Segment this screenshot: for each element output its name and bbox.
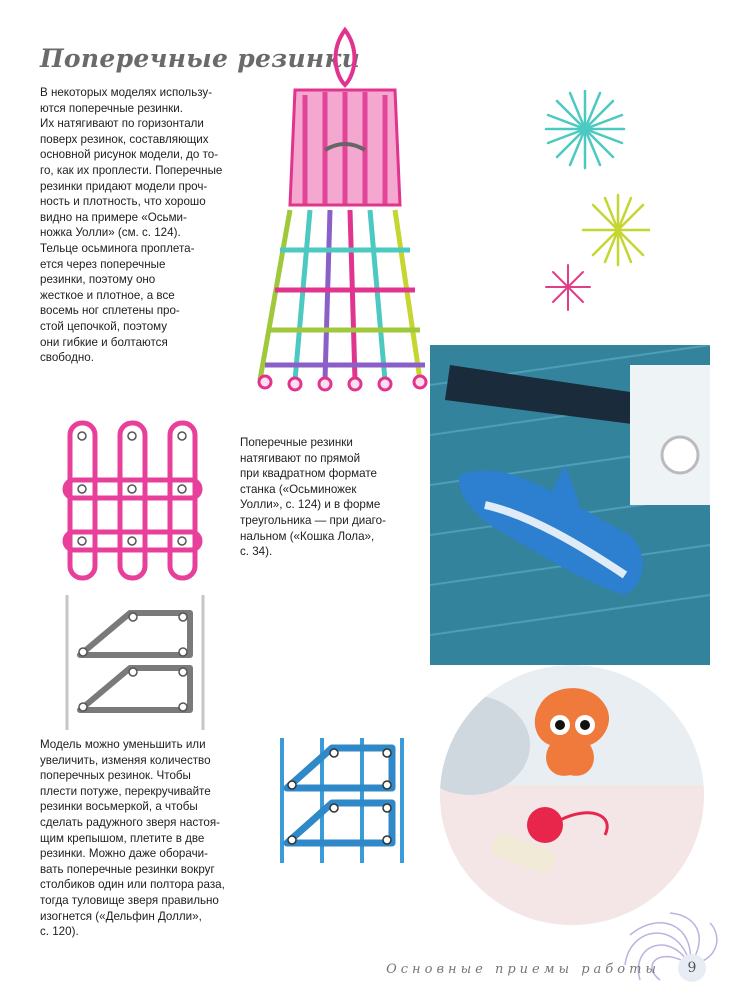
- dolphin-photo: [430, 345, 710, 665]
- intro-paragraph: В некоторых моделях использу- ются поперечные резинки. Их натягивают по горизонтали поверх резинок, составляющих основной рисунок модели, до то- го, как их проплести. Поперечные резинки придают модели проч- ность и плотность, что хорошо видно на примере «Осьми- ножка Уолли» (см. с. 124). Тельце осьминога проплета- ется через поперечные резинки, поэтому оно жесткое и плотное, а все восемь ног сплетены про- стой цепочкой, поэтому они гибкие и болтаются свободно.: [40, 86, 223, 365]
- pink-square-loom-diagram: [55, 418, 215, 583]
- blue-loom-diagram: [272, 738, 412, 863]
- page-number: 9: [678, 954, 706, 982]
- footer-swirl-decoration: [600, 905, 725, 1000]
- size-tips-paragraph: Модель можно уменьшить или увеличить, изменяя количество поперечных резинок. Чтобы плести потуже, перекручивайте резинки восьмеркой, а чтобы сделать радужного зверя настоя- щим крепышом, плетите в две резинки. Можно даже оборачи- вать поперечные резинки вокруг столбиков один или полтора раза, тогда туловище зверя правильно изогнется («Дельфин Долли», с. 120).: [40, 738, 225, 939]
- loom-band-octopus-illustration: [250, 20, 440, 400]
- cat-photo: [440, 665, 705, 925]
- footer-section-title: Основные приемы работы: [386, 962, 660, 977]
- page-title: Поперечные резинки: [40, 44, 361, 73]
- decorative-bursts: [540, 90, 650, 320]
- diagram-caption: Поперечные резинки натягивают по прямой при квадратном формате станка («Осьминожек Уолли», с. 124) и в форме треугольника — при диаго- нальном («Кошка Лола», с. 34).: [240, 436, 386, 559]
- gray-diagonal-loom-diagram: [55, 595, 215, 730]
